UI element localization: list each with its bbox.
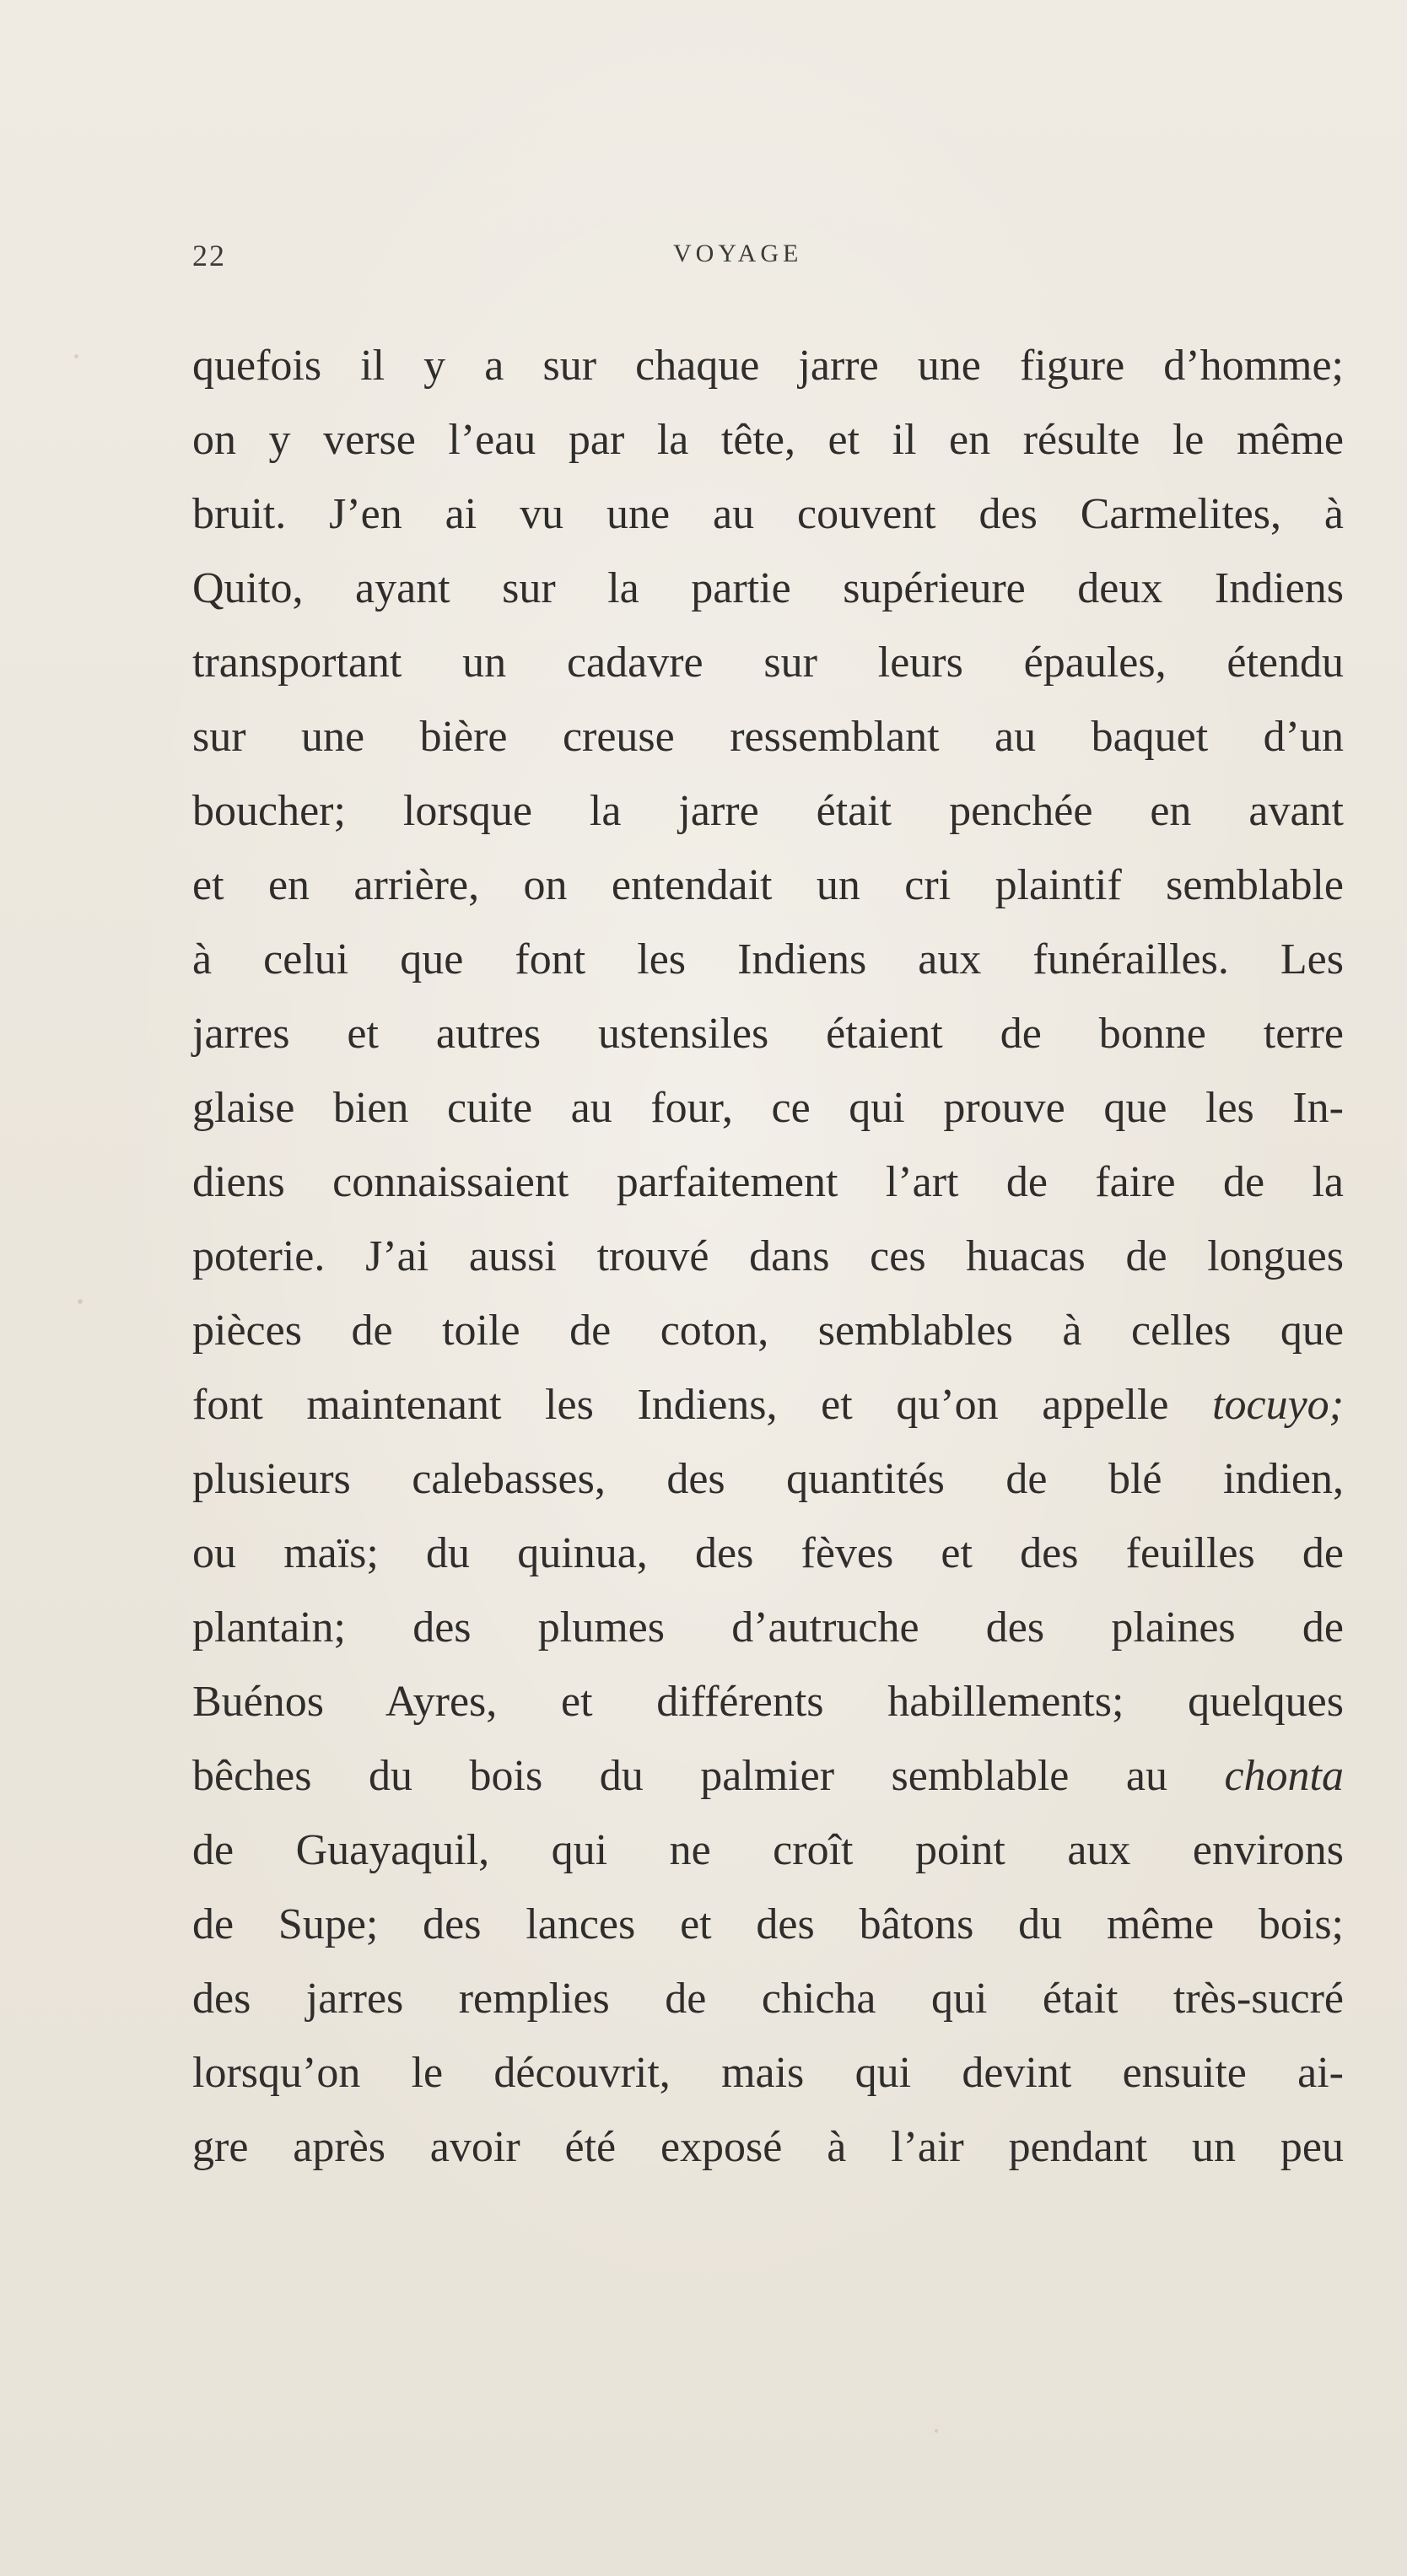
text-line [192, 1739, 1344, 1813]
text-segment: font maintenant les Indiens, et qu’on appelle [192, 1381, 1169, 1429]
text-line: de Guayaquil, qui ne croît point aux environs [192, 1826, 1344, 1874]
text-line: Quito, ayant sur la partie supérieure deux Indiens [192, 564, 1344, 612]
text-line: bruit. J’en ai vu une au couvent des Carmelites, à [192, 490, 1344, 538]
page-number: 22 [192, 239, 226, 272]
text-line [192, 1368, 1344, 1442]
text-line: des jarres remplies de chicha qui était très-sucré [192, 1975, 1344, 2023]
text-line: sur une bière creuse ressemblant au baquet d’un [192, 713, 1344, 761]
text-line: de Supe; des lances et des bâtons du même bois; [192, 1900, 1344, 1948]
text-line: pièces de toile de coton, semblables à celles que [192, 1307, 1344, 1355]
text-line: à celui que font les Indiens aux funérailles. Les [192, 935, 1344, 984]
paper-stain [78, 1299, 83, 1304]
italic-term-tocuyo: tocuyo; [1212, 1381, 1344, 1429]
text-line: quefois il y a sur chaque jarre une figure d’homme; [192, 342, 1344, 390]
text-line: plusieurs calebasses, des quantités de blé indien, [192, 1455, 1344, 1503]
text-line: et en arrière, on entendait un cri plaintif semblable [192, 861, 1344, 909]
text-line: gre après avoir été exposé à l’air pendant un peu [192, 2123, 1344, 2171]
text-line: boucher; lorsque la jarre était penchée en avant [192, 787, 1344, 835]
italic-term-chonta: chonta [1224, 1752, 1344, 1800]
text-line: lorsqu’on le découvrit, mais qui devint ensuite ai- [192, 2049, 1344, 2097]
paper-stain [935, 2429, 938, 2433]
text-line: diens connaissaient parfaitement l’art de faire de la [192, 1158, 1344, 1206]
page-header [192, 238, 1344, 275]
text-line: ou maïs; du quinua, des fèves et des feuilles de [192, 1529, 1344, 1577]
text-segment: bêches du bois du palmier semblable au [192, 1752, 1167, 1800]
text-line: transportant un cadavre sur leurs épaules, étendu [192, 639, 1344, 687]
body-text [192, 329, 1344, 2185]
text-line: jarres et autres ustensiles étaient de bonne terre [192, 1010, 1344, 1058]
text-line: glaise bien cuite au four, ce qui prouve que les In- [192, 1084, 1344, 1132]
text-line: on y verse l’eau par la tête, et il en résulte le même [192, 416, 1344, 464]
text-line: plantain; des plumes d’autruche des plaines de [192, 1603, 1344, 1652]
paper-stain [74, 354, 78, 358]
running-head: VOYAGE [673, 240, 803, 267]
text-line: poterie. J’ai aussi trouvé dans ces huacas de longues [192, 1232, 1344, 1280]
text-line: Buénos Ayres, et différents habillements; quelques [192, 1678, 1344, 1726]
